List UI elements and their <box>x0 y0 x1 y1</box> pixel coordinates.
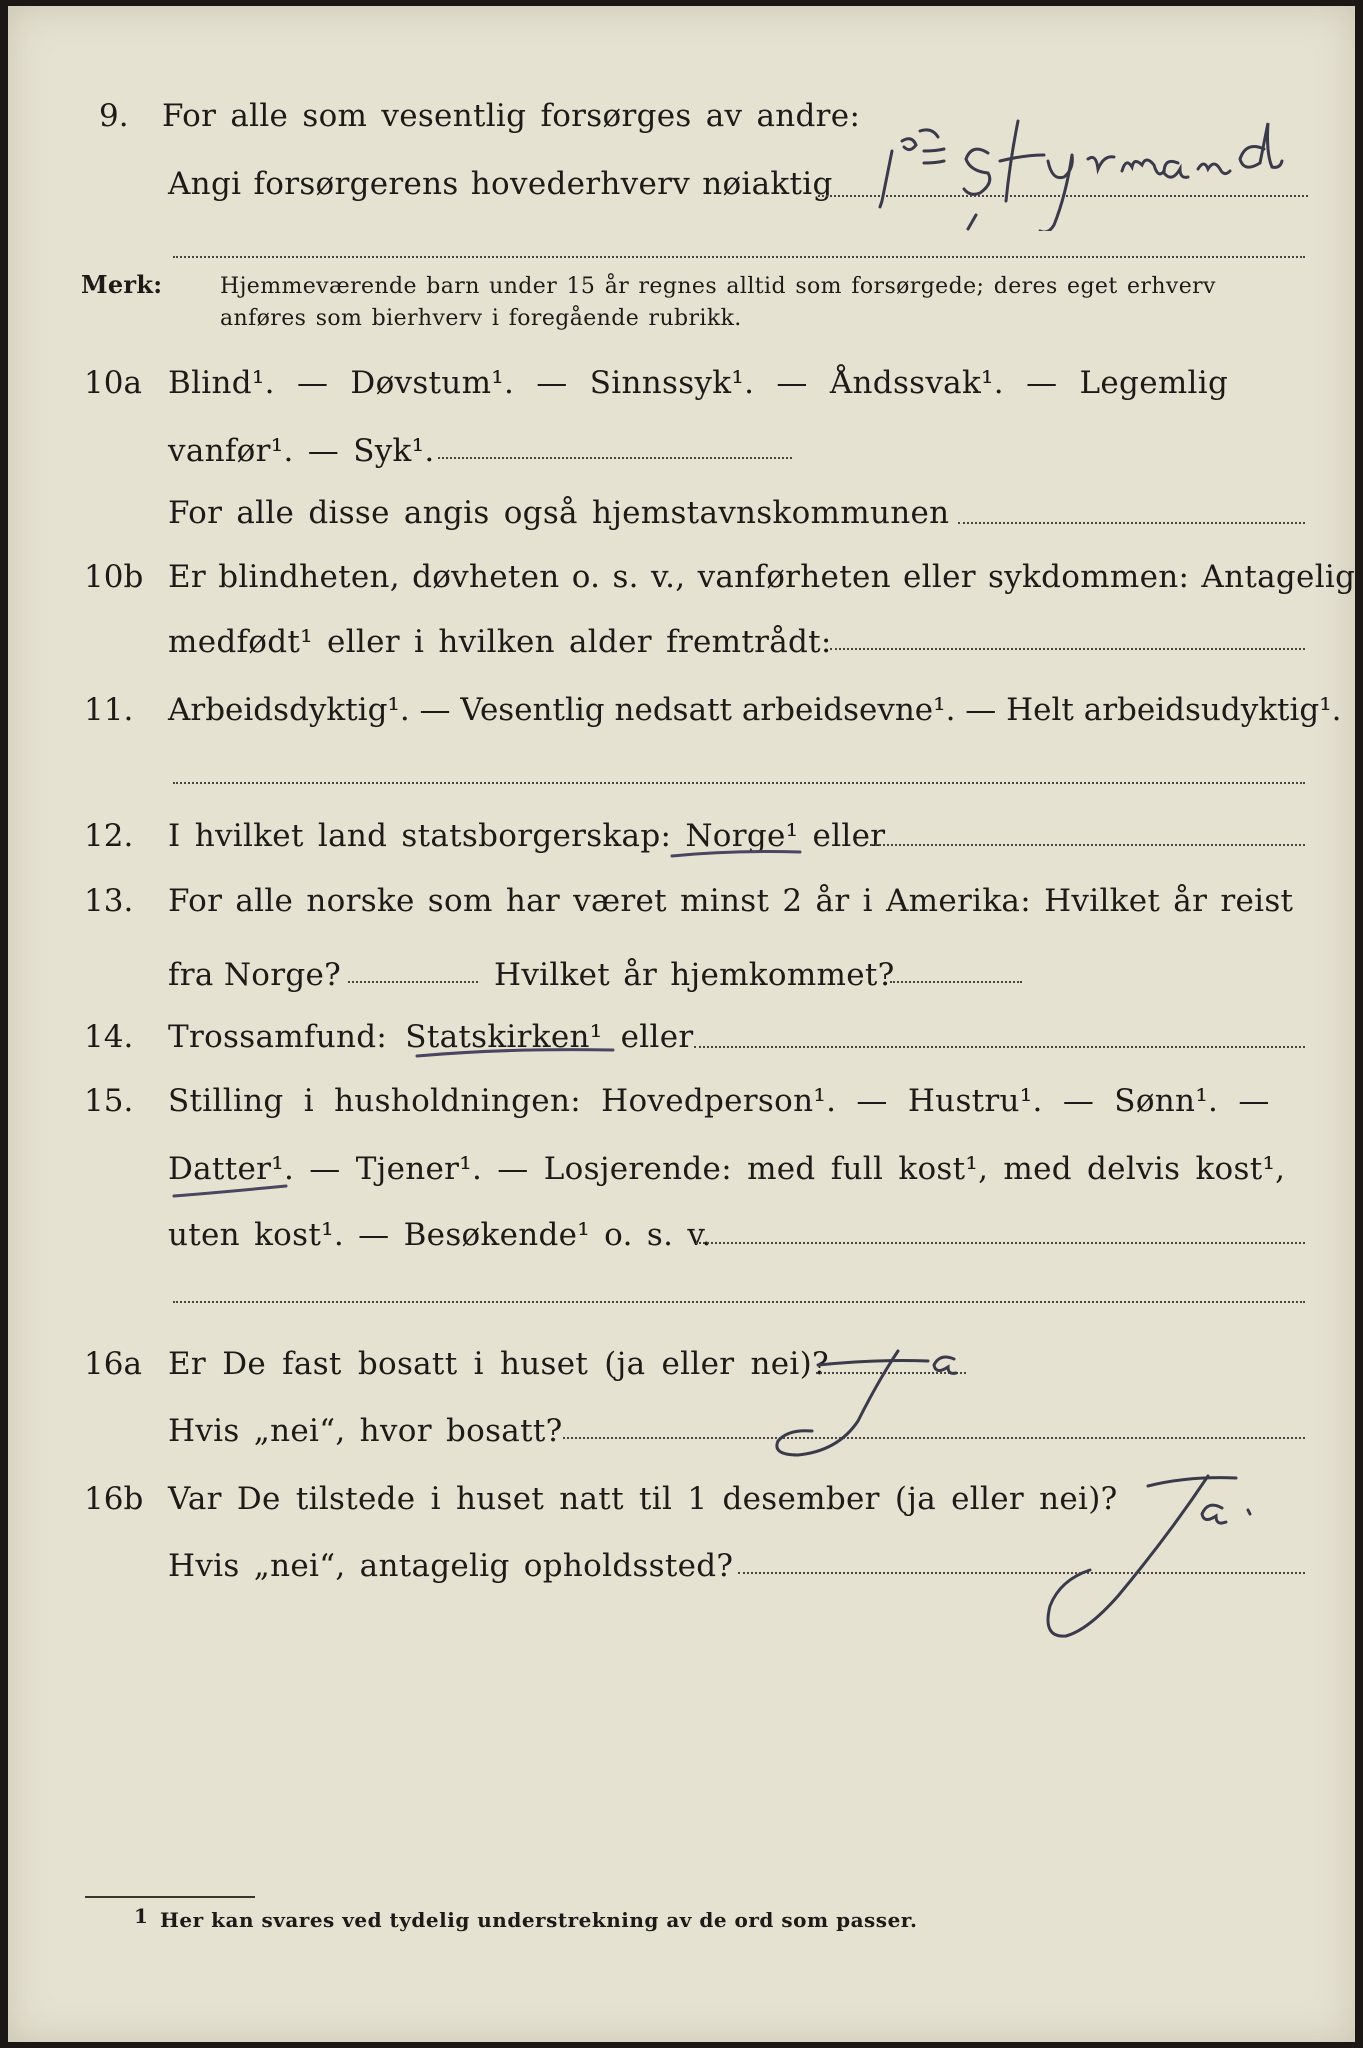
q12-country-line <box>870 844 1305 846</box>
q10a-syk-line <box>438 457 792 459</box>
q13-line1: For alle norske som har været minst 2 år i Amerika: Hvilket år reist <box>168 883 1294 919</box>
q10a-line1: Blind¹. — Døvstum¹. — Sinnssyk¹. — Åndssvak¹. — Legemlig <box>168 365 1229 401</box>
q10a-line2: vanfør¹. — Syk¹. <box>168 433 435 469</box>
q13-number: 13. <box>84 883 134 919</box>
q14-statskirken-underline <box>413 1044 623 1064</box>
q12-number: 12. <box>84 818 134 854</box>
q16a-line1: Er De fast bosatt i huset (ja eller nei)? <box>168 1346 829 1382</box>
q13-line2a: fra Norge? <box>168 957 342 993</box>
q16b-line2: Hvis „nei“, antagelig opholdssted? <box>168 1548 734 1584</box>
q15-blank-line <box>173 1301 1305 1303</box>
q10b-alder-line <box>830 648 1305 650</box>
q11-line1: Arbeidsdyktig¹. — Vesentlig nedsatt arbeidsevne¹. — Helt arbeidsudyktig¹. <box>168 692 1342 728</box>
q10b-line1: Er blindheten, døvheten o. s. v., vanførheten eller sykdommen: Antagelig <box>168 559 1356 595</box>
q14-number: 14. <box>84 1019 134 1055</box>
q10a-line3: For alle disse angis også hjemstavnskommunen <box>168 495 950 531</box>
q12-norge-underline <box>668 846 808 866</box>
q9-handwritten-answer <box>868 101 1348 231</box>
q15-datter-underline <box>170 1182 300 1204</box>
q16b-number: 16b <box>84 1481 144 1517</box>
q15-number: 15. <box>84 1083 134 1119</box>
q9-line2: Angi forsørgerens hovederhverv nøiaktig <box>168 166 833 202</box>
q14-line1: Trossamfund: Statskirken¹ eller <box>168 1019 694 1055</box>
census-form-page <box>8 6 1355 2042</box>
q15-line1: Stilling i husholdningen: Hovedperson¹. — Hustru¹. — Sønn¹. — <box>168 1083 1270 1119</box>
q12-line1: I hvilket land statsborgerskap: Norge¹ eller <box>168 818 886 854</box>
q9-number: 9. <box>99 98 129 134</box>
q16b-handwritten-answer <box>968 1446 1258 1646</box>
footnote-text: Her kan svares ved tydelig understrekning av de ord som passer. <box>160 1908 918 1932</box>
q10a-hjemstavn-line <box>958 522 1305 524</box>
merk-label: Merk: <box>81 270 163 299</box>
q16a-number: 16a <box>84 1346 142 1382</box>
q15-line3: uten kost¹. — Besøkende¹ o. s. v. <box>168 1217 712 1253</box>
q14-trossamfund-line <box>694 1046 1305 1048</box>
q10b-number: 10b <box>84 559 144 595</box>
q15-line2: Datter¹. — Tjener¹. — Losjerende: med full kost¹, med delvis kost¹, <box>168 1151 1286 1187</box>
q10a-number: 10a <box>84 365 142 401</box>
q16a-handwritten-answer <box>758 1341 978 1461</box>
merk-line2: anføres som bierhverv i foregående rubrikk. <box>220 306 742 331</box>
q11-blank-line <box>173 782 1305 784</box>
q11-number: 11. <box>84 692 134 728</box>
q9-line1: For alle som vesentlig forsørges av andre: <box>162 98 861 134</box>
q13-hjemkommet-line <box>890 981 1022 983</box>
merk-line1: Hjemmeværende barn under 15 år regnes alltid som forsørgede; deres eget erhverv <box>220 274 1216 299</box>
footnote-rule <box>85 1896 255 1898</box>
q10b-line2: medfødt¹ eller i hvilken alder fremtrådt: <box>168 624 832 660</box>
q13-reist-line <box>348 981 478 983</box>
q16b-line1: Var De tilstede i huset natt til 1 desember (ja eller nei)? <box>168 1481 1118 1517</box>
q13-line2b: Hvilket år hjemkommet? <box>494 957 895 993</box>
q9-blank-line <box>173 256 1305 258</box>
q16a-line2: Hvis „nei“, hvor bosatt? <box>168 1413 563 1449</box>
footnote-mark: 1 <box>134 1904 149 1928</box>
q15-stilling-line <box>696 1242 1305 1244</box>
